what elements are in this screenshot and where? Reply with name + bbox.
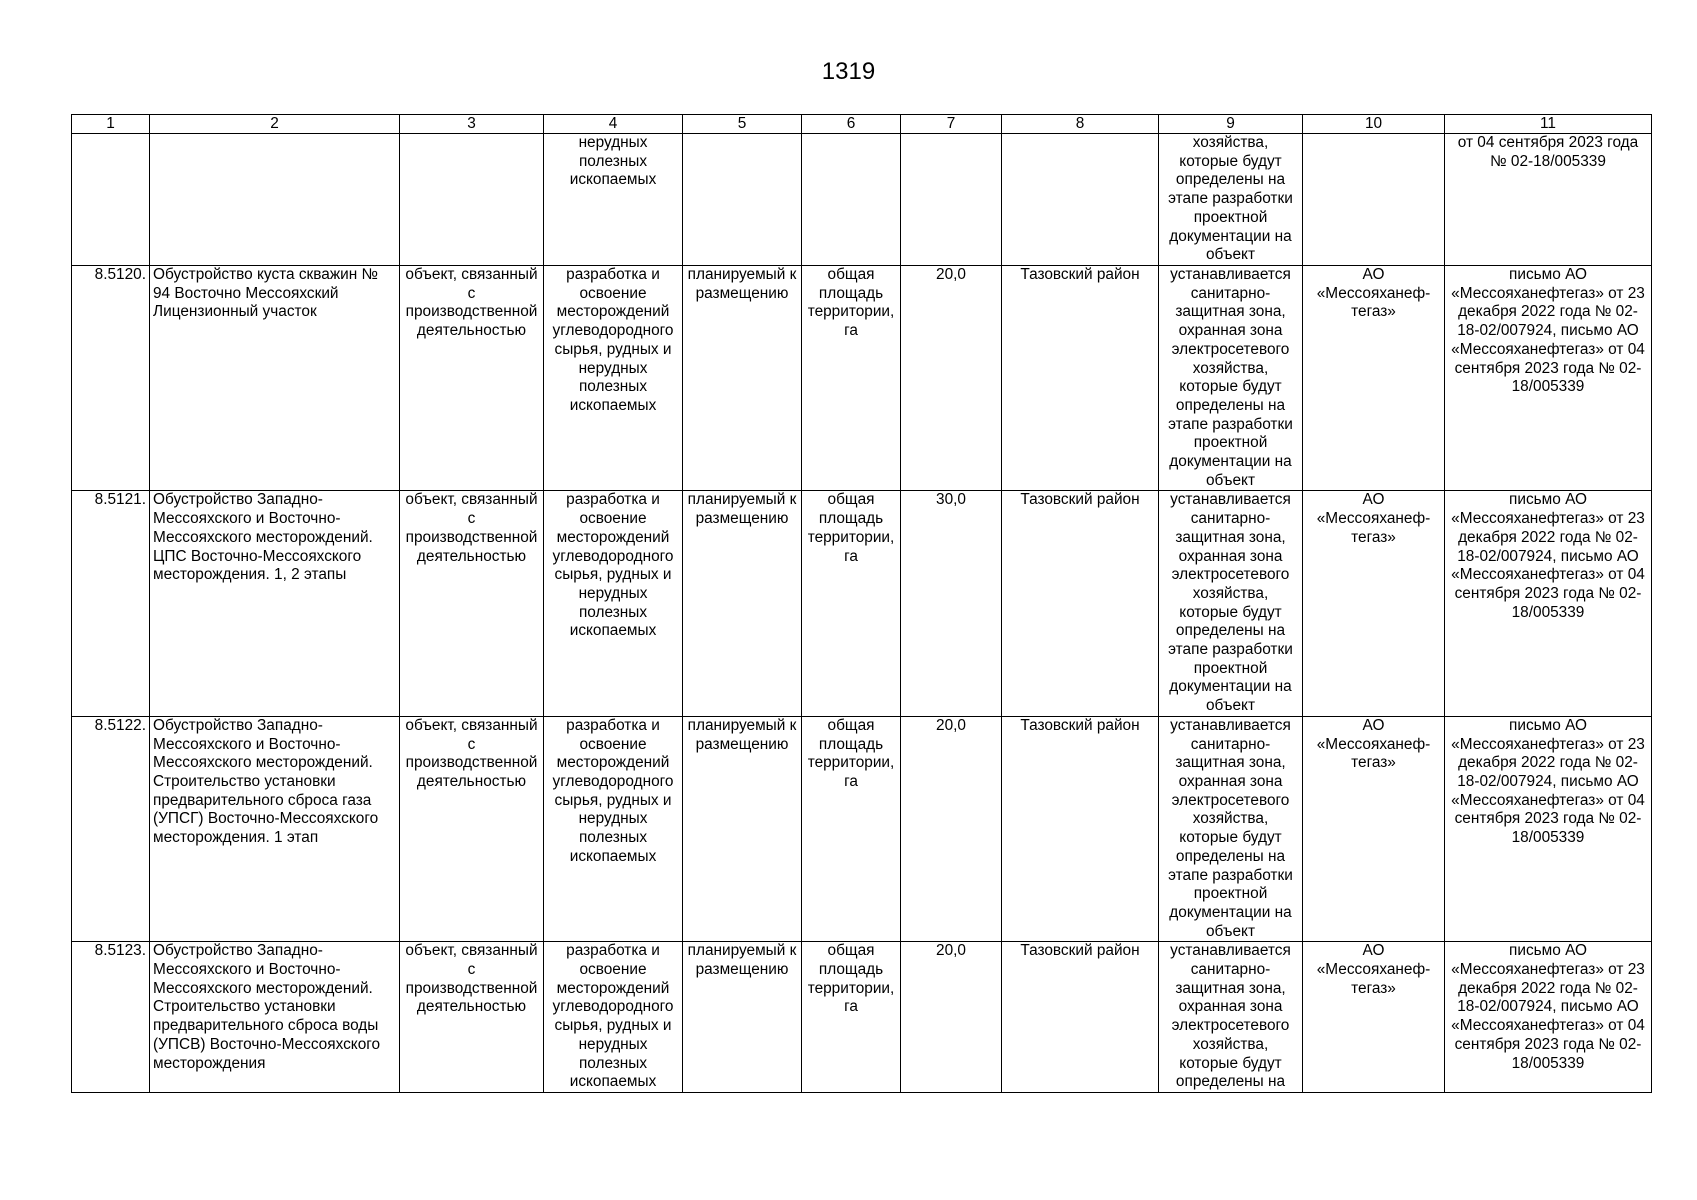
- cell-object-name: Обустройство Западно-Мессояхского и Восточно-Мессояхского месторождений. Строительство установки предварительного сброса воды (УПСВ) Восточно-Мессояхского месторождения: [150, 942, 400, 1093]
- cell-zones: хозяйства, которые будут определены на этапе разработки проектной документации на объект: [1159, 134, 1303, 266]
- cell-status: планируемый к размещению: [683, 716, 802, 941]
- cell-zones: устанавливается санитарно-защитная зона, охранная зона электросетевого хозяйства, которые будут определены на этапе разработки проектной документации на объект: [1159, 716, 1303, 941]
- cell-status: планируемый к размещению: [683, 491, 802, 716]
- cell-location: Тазовский район: [1002, 491, 1159, 716]
- cell-status: планируемый к размещению: [683, 266, 802, 491]
- cell-object-name: Обустройство Западно-Мессояхского и Восточно-Мессояхского месторождений. ЦПС Восточно-Мессояхского месторождения. 1, 2 этапы: [150, 491, 400, 716]
- column-header: 1: [72, 115, 150, 134]
- cell-owner: АО «Мессояханеф-тегаз»: [1303, 942, 1445, 1093]
- cell-value: 20,0: [901, 266, 1002, 491]
- cell-purpose: разработка и освоение месторождений углеводородного сырья, рудных и нерудных полезных ископаемых: [544, 266, 683, 491]
- cell-number: 8.5123.: [72, 942, 150, 1093]
- cell-status: [683, 134, 802, 266]
- column-header: 8: [1002, 115, 1159, 134]
- cell-object-name: Обустройство Западно-Мессояхского и Восточно-Мессояхского месторождений. Строительство установки предварительного сброса газа (УПСГ) Восточно-Мессояхского месторождения. 1 этап: [150, 716, 400, 941]
- column-header: 10: [1303, 115, 1445, 134]
- table-row: [72, 266, 1652, 491]
- cell-characteristic: общая площадь территории, га: [802, 716, 901, 941]
- cell-number: 8.5122.: [72, 716, 150, 941]
- cell-object-name: Обустройство куста скважин № 94 Восточно Мессояхский Лицензионный участок: [150, 266, 400, 491]
- cell-object-type: объект, связанный с производственной деятельностью: [400, 942, 544, 1093]
- cell-location: Тазовский район: [1002, 716, 1159, 941]
- column-header: 6: [802, 115, 901, 134]
- column-header: 2: [150, 115, 400, 134]
- cell-location: [1002, 134, 1159, 266]
- cell-location: Тазовский район: [1002, 942, 1159, 1093]
- cell-purpose: нерудных полезных ископаемых: [544, 134, 683, 266]
- cell-value: 30,0: [901, 491, 1002, 716]
- cell-purpose: разработка и освоение месторождений углеводородного сырья, рудных и нерудных полезных ископаемых: [544, 491, 683, 716]
- cell-value: [901, 134, 1002, 266]
- column-header: 4: [544, 115, 683, 134]
- table-row: [72, 942, 1652, 1093]
- cell-purpose: разработка и освоение месторождений углеводородного сырья, рудных и нерудных полезных ископаемых: [544, 942, 683, 1093]
- cell-basis: письмо АО «Мессояханефтегаз» от 23 декабря 2022 года № 02-18-02/007924, письмо АО «Мессояханефтегаз» от 04 сентября 2023 года № 02-18/005339: [1445, 716, 1652, 941]
- cell-basis: письмо АО «Мессояханефтегаз» от 23 декабря 2022 года № 02-18-02/007924, письмо АО «Мессояханефтегаз» от 04 сентября 2023 года № 02-18/005339: [1445, 491, 1652, 716]
- cell-object-name: [150, 134, 400, 266]
- cell-object-type: объект, связанный с производственной деятельностью: [400, 266, 544, 491]
- cell-owner: АО «Мессояханеф-тегаз»: [1303, 716, 1445, 941]
- cell-object-type: объект, связанный с производственной деятельностью: [400, 716, 544, 941]
- cell-characteristic: общая площадь территории, га: [802, 266, 901, 491]
- cell-zones: устанавливается санитарно-защитная зона, охранная зона электросетевого хозяйства, которые будут определены на этапе разработки проектной документации на объект: [1159, 491, 1303, 716]
- column-header: 5: [683, 115, 802, 134]
- cell-basis: письмо АО «Мессояханефтегаз» от 23 декабря 2022 года № 02-18-02/007924, письмо АО «Мессояханефтегаз» от 04 сентября 2023 года № 02-18/005339: [1445, 942, 1652, 1093]
- cell-number: [72, 134, 150, 266]
- cell-characteristic: [802, 134, 901, 266]
- cell-zones: устанавливается санитарно-защитная зона, охранная зона электросетевого хозяйства, которые будут определены на: [1159, 942, 1303, 1093]
- cell-object-type: объект, связанный с производственной деятельностью: [400, 491, 544, 716]
- cell-number: 8.5120.: [72, 266, 150, 491]
- cell-characteristic: общая площадь территории, га: [802, 942, 901, 1093]
- table-row: [72, 491, 1652, 716]
- table-header: [72, 115, 1652, 134]
- cell-owner: АО «Мессояханеф-тегаз»: [1303, 266, 1445, 491]
- table-row: [72, 716, 1652, 941]
- cell-owner: [1303, 134, 1445, 266]
- column-header: 3: [400, 115, 544, 134]
- cell-purpose: разработка и освоение месторождений углеводородного сырья, рудных и нерудных полезных ископаемых: [544, 716, 683, 941]
- cell-basis: от 04 сентября 2023 года № 02-18/005339: [1445, 134, 1652, 266]
- column-header: 9: [1159, 115, 1303, 134]
- column-header: 7: [901, 115, 1002, 134]
- page-number: 1319: [821, 58, 876, 85]
- registry-table: [71, 114, 1652, 1093]
- cell-object-type: [400, 134, 544, 266]
- cell-characteristic: общая площадь территории, га: [802, 491, 901, 716]
- cell-number: 8.5121.: [72, 491, 150, 716]
- cell-owner: АО «Мессояханеф-тегаз»: [1303, 491, 1445, 716]
- cell-location: Тазовский район: [1002, 266, 1159, 491]
- cell-zones: устанавливается санитарно-защитная зона, охранная зона электросетевого хозяйства, которые будут определены на этапе разработки проектной документации на объект: [1159, 266, 1303, 491]
- column-number-row: [72, 115, 1652, 134]
- cell-value: 20,0: [901, 716, 1002, 941]
- cell-status: планируемый к размещению: [683, 942, 802, 1093]
- table-row: [72, 134, 1652, 266]
- cell-basis: письмо АО «Мессояханефтегаз» от 23 декабря 2022 года № 02-18-02/007924, письмо АО «Мессояханефтегаз» от 04 сентября 2023 года № 02-18/005339: [1445, 266, 1652, 491]
- cell-value: 20,0: [901, 942, 1002, 1093]
- column-header: 11: [1445, 115, 1652, 134]
